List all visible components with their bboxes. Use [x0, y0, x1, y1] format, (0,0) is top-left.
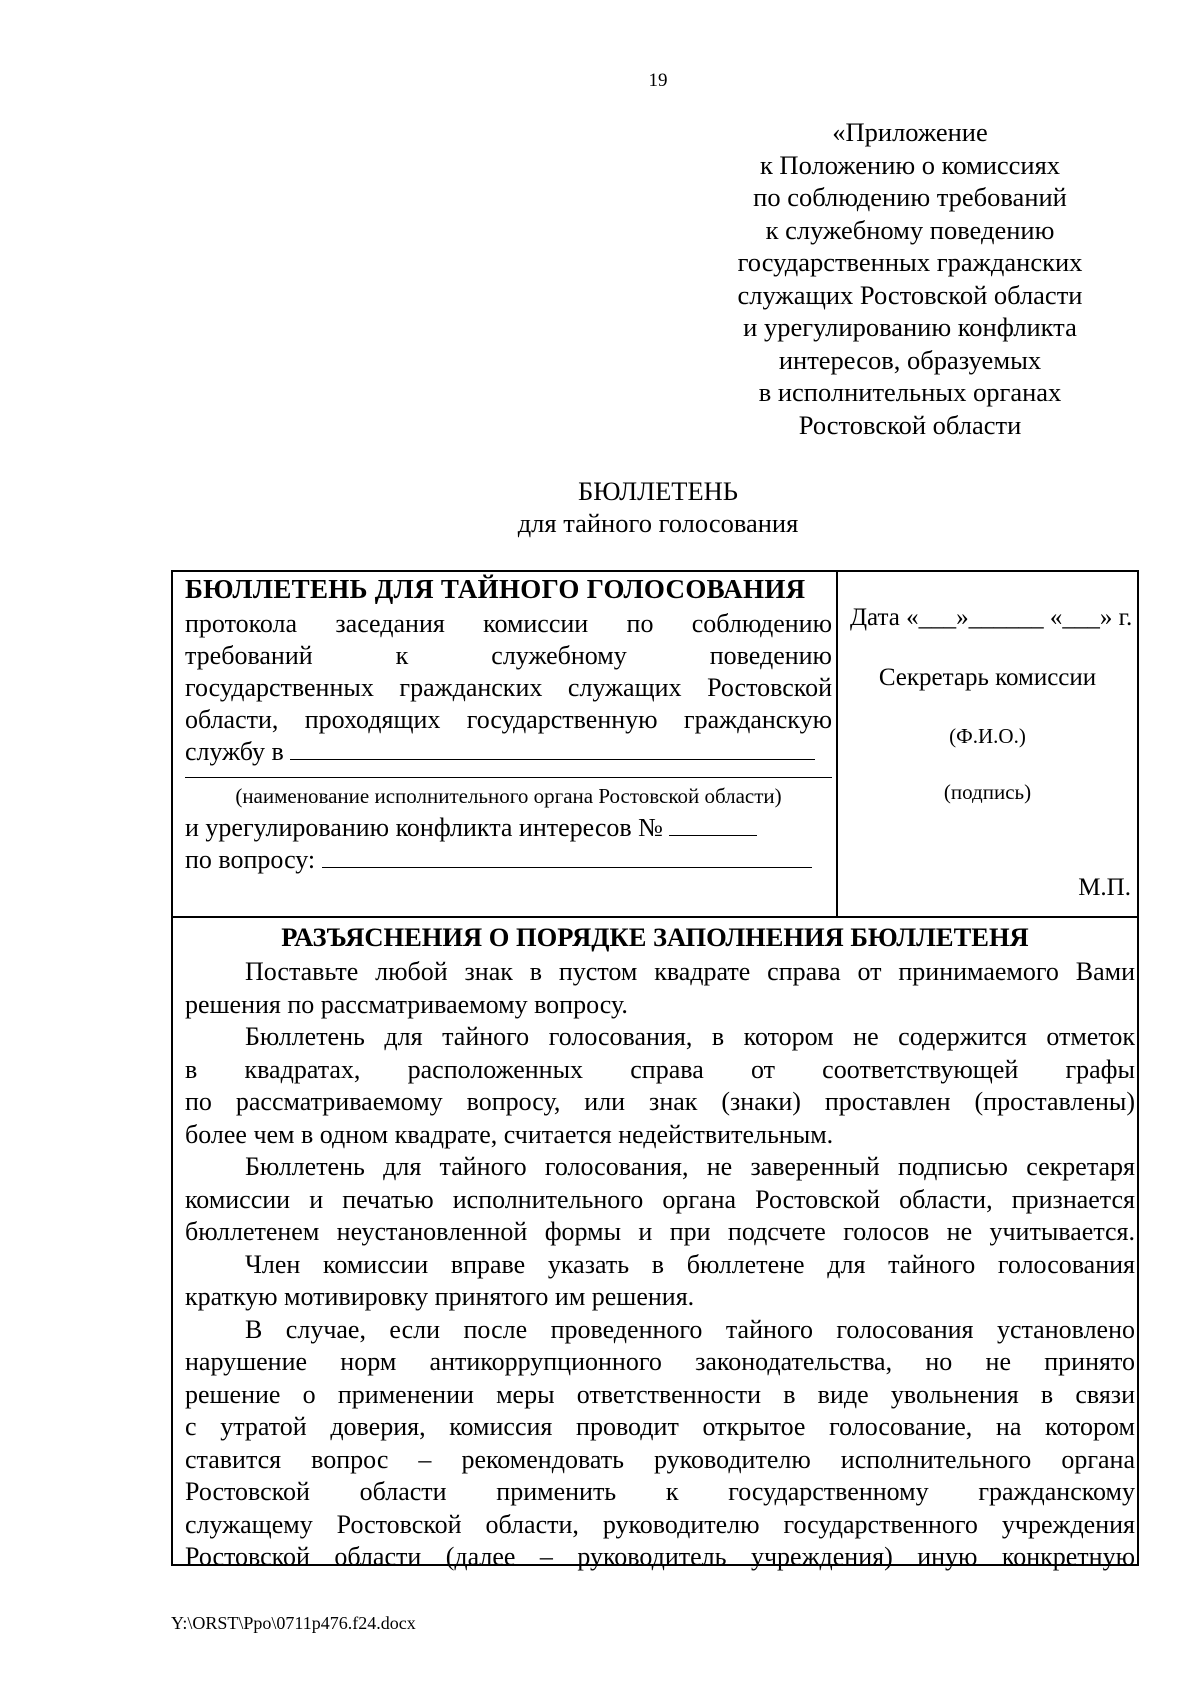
file-path-footer: Y:\ORST\Ppo\0711p476.f24.docx [171, 1613, 416, 1633]
appendix-line: к Положению о комиссиях [759, 149, 1061, 180]
instruction-line: более чем в одном квадрате, считается недействительным. [185, 1119, 834, 1149]
fio-label: (Ф.И.О.) [949, 724, 1026, 748]
document-title: БЮЛЛЕТЕНЬ [578, 476, 738, 506]
ballot-text-line: области, проходящих государственную гражданскую [185, 705, 832, 734]
service-organ-blank[interactable] [290, 739, 815, 760]
instruction-line: по рассматриваемому вопросу, или знак (знаки) проставлен (проставлены) [185, 1087, 1135, 1116]
protocol-number-blank[interactable] [669, 815, 757, 836]
instruction-line: В случае, если после проведенного тайного голосования установлено [245, 1314, 1135, 1344]
date-field[interactable]: Дата «___»______ «___» г. [850, 604, 1133, 631]
ballot-text-line: государственных гражданских служащих Ростовской [185, 673, 832, 702]
appendix-line: в исполнительных органах [758, 377, 1062, 407]
ballot-protocol-text [185, 608, 832, 768]
instruction-line: в квадратах, расположенных справа от соответствующей графы [185, 1054, 1135, 1084]
instructions-text [185, 956, 1135, 1574]
instructions-title: РАЗЪЯСНЕНИЯ О ПОРЯДКЕ ЗАПОЛНЕНИЯ БЮЛЛЕТЕНЯ [281, 922, 1029, 952]
instruction-line: Ростовской области применить к государственному гражданскому [185, 1477, 1135, 1506]
appendix-line: интересов, образуемых [778, 344, 1042, 375]
ballot-form [171, 570, 1139, 1571]
appendix-line: Ростовской области [798, 409, 1022, 440]
organ-name-caption: (наименование исполнительного органа Ростовской области) [235, 784, 782, 808]
appendix-line: государственных гражданских [737, 247, 1083, 277]
instruction-line: Поставьте любой знак в пустом квадрате справа от принимаемого Вами [245, 957, 1135, 986]
appendix-line: и урегулированию конфликта [743, 312, 1077, 342]
document-subtitle: для тайного голосования [517, 508, 799, 538]
appendix-header [710, 116, 1110, 441]
ballot-text-line: протокола заседания комиссии по соблюдению [185, 609, 832, 638]
instruction-line: бюллетенем неустановленной формы и при подсчете голосов не учитывается. [185, 1217, 1135, 1246]
ballot-conflict-text [185, 812, 812, 876]
ballot-text-line: требований к служебному поведению [185, 641, 832, 670]
stamp-label: М.П. [1078, 874, 1131, 901]
appendix-line: «Приложение [832, 117, 988, 147]
ballot-signature-cell [838, 572, 1137, 916]
instruction-line: Ростовской области (далее – руководитель учреждения) иную конкретную [185, 1542, 1135, 1571]
question-blank[interactable] [322, 847, 812, 868]
service-prefix: службу в [185, 737, 284, 766]
instruction-line: Бюллетень для тайного голосования, в котором не содержится отметок [245, 1022, 1135, 1051]
instruction-line: Бюллетень для тайного голосования, не заверенный подписью секретаря [245, 1152, 1135, 1181]
instruction-line: Член комиссии вправе указать в бюллетене для тайного голосования [245, 1249, 1135, 1279]
page-number: 19 [648, 70, 668, 91]
row-divider [173, 916, 1137, 918]
ballot-heading: БЮЛЛЕТЕНЬ ДЛЯ ТАЙНОГО ГОЛОСОВАНИЯ [185, 574, 806, 604]
instruction-line: нарушение норм антикоррупционного законодательства, но не принято [185, 1347, 1135, 1376]
appendix-line: к служебному поведению [765, 214, 1055, 245]
instruction-line: решение о применении меры ответственности в виде увольнения в связи [185, 1379, 1135, 1409]
instruction-line: краткую мотивировку принятого им решения. [185, 1282, 695, 1311]
organ-name-blank[interactable] [185, 777, 832, 778]
conflict-text: и урегулированию конфликта интересов № [185, 813, 663, 842]
instruction-line: служащему Ростовской области, руководителю государственного учреждения [185, 1509, 1135, 1539]
question-prefix: по вопросу: [185, 845, 316, 874]
ballot-protocol-cell [173, 572, 838, 916]
instruction-line: решения по рассматриваемому вопросу. [185, 989, 628, 1019]
appendix-line: по соблюдению требований [753, 182, 1067, 212]
secretary-label: Секретарь комиссии [878, 664, 1097, 691]
instruction-line: с утратой доверия, комиссия проводит открытое голосование, на котором [185, 1412, 1135, 1441]
appendix-line: служащих Ростовской области [737, 279, 1083, 310]
instruction-line: комиссии и печатью исполнительного органа Ростовской области, признается [185, 1184, 1135, 1214]
instruction-line: ставится вопрос – рекомендовать руководителю исполнительного органа [185, 1444, 1135, 1474]
signature-label: (подпись) [943, 780, 1032, 804]
